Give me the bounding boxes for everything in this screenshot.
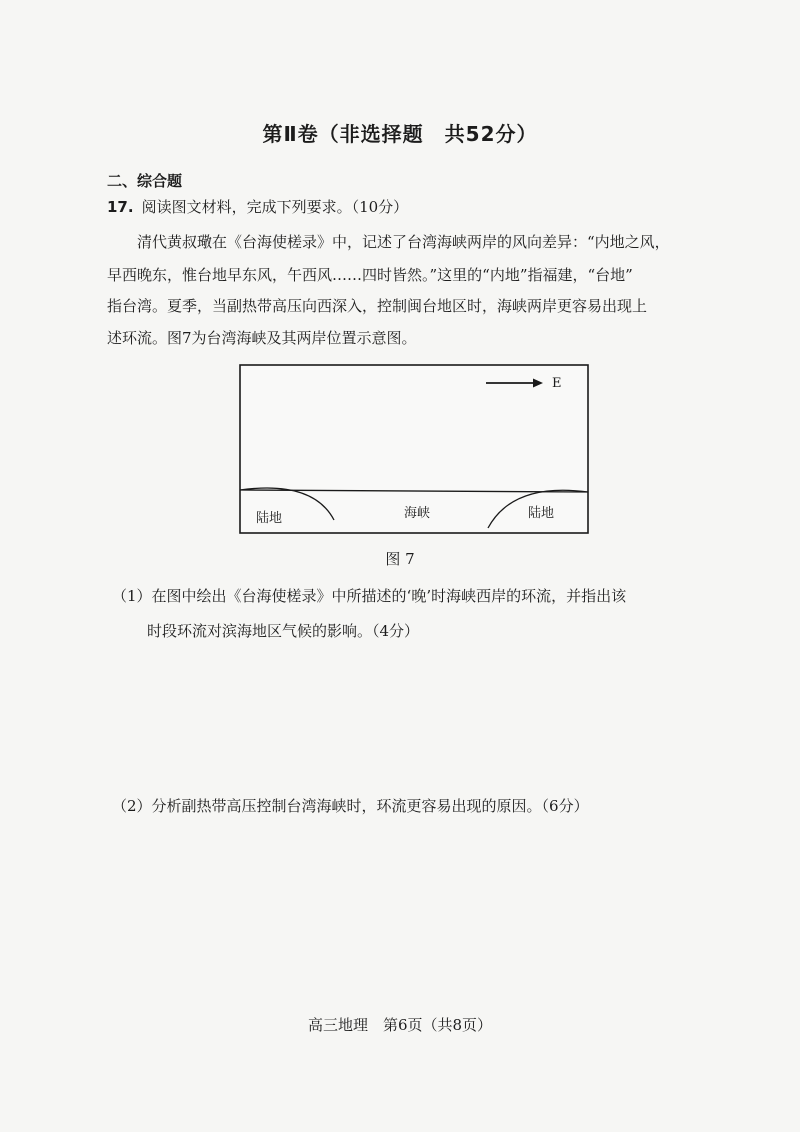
figure-caption: 图 7 <box>385 550 415 568</box>
passage-line: 指台湾。夏季，当副热带高压向西深入，控制闽台地区时，海峡两岸更容易出现上 <box>107 297 648 315</box>
question-number: 17. <box>107 198 134 216</box>
land-label-west: 陆地 <box>256 511 283 526</box>
page-footer: 高三地理 第6页（共8页） <box>307 1016 493 1034</box>
section-title: 第Ⅱ卷（非选择题 共52分） <box>262 122 538 146</box>
passage-line: 清代黄叔璥在《台海使槎录》中，记述了台湾海峡两岸的风向差异：“内地之风， <box>137 233 670 251</box>
passage-line: 述环流。图7为台湾海峡及其两岸位置示意图。 <box>107 329 417 347</box>
question-header <box>107 196 408 217</box>
part-heading: 二、综合题 <box>107 172 183 190</box>
land-label-east: 陆地 <box>528 506 555 521</box>
strait-label: 海峡 <box>404 506 431 521</box>
direction-label: E <box>552 376 562 391</box>
subquestion-1-line-1: （1）在图中绘出《台海使槎录》中所描述的‘晚’时海峡西岸的环流，并指出该 <box>112 587 627 605</box>
subquestion-1-line-2: 时段环流对滨海地区气候的影响。（4分） <box>147 622 420 640</box>
strait-diagram <box>238 360 592 538</box>
subquestion-2: （2）分析副热带高压控制台湾海峡时，环流更容易出现的原因。（6分） <box>112 797 589 815</box>
question-instruction: 阅读图文材料，完成下列要求。（10分） <box>141 198 409 216</box>
passage-line: 早西晚东，惟台地早东风，午西风……四时皆然。”这里的“内地”指福建，“台地” <box>107 266 633 284</box>
